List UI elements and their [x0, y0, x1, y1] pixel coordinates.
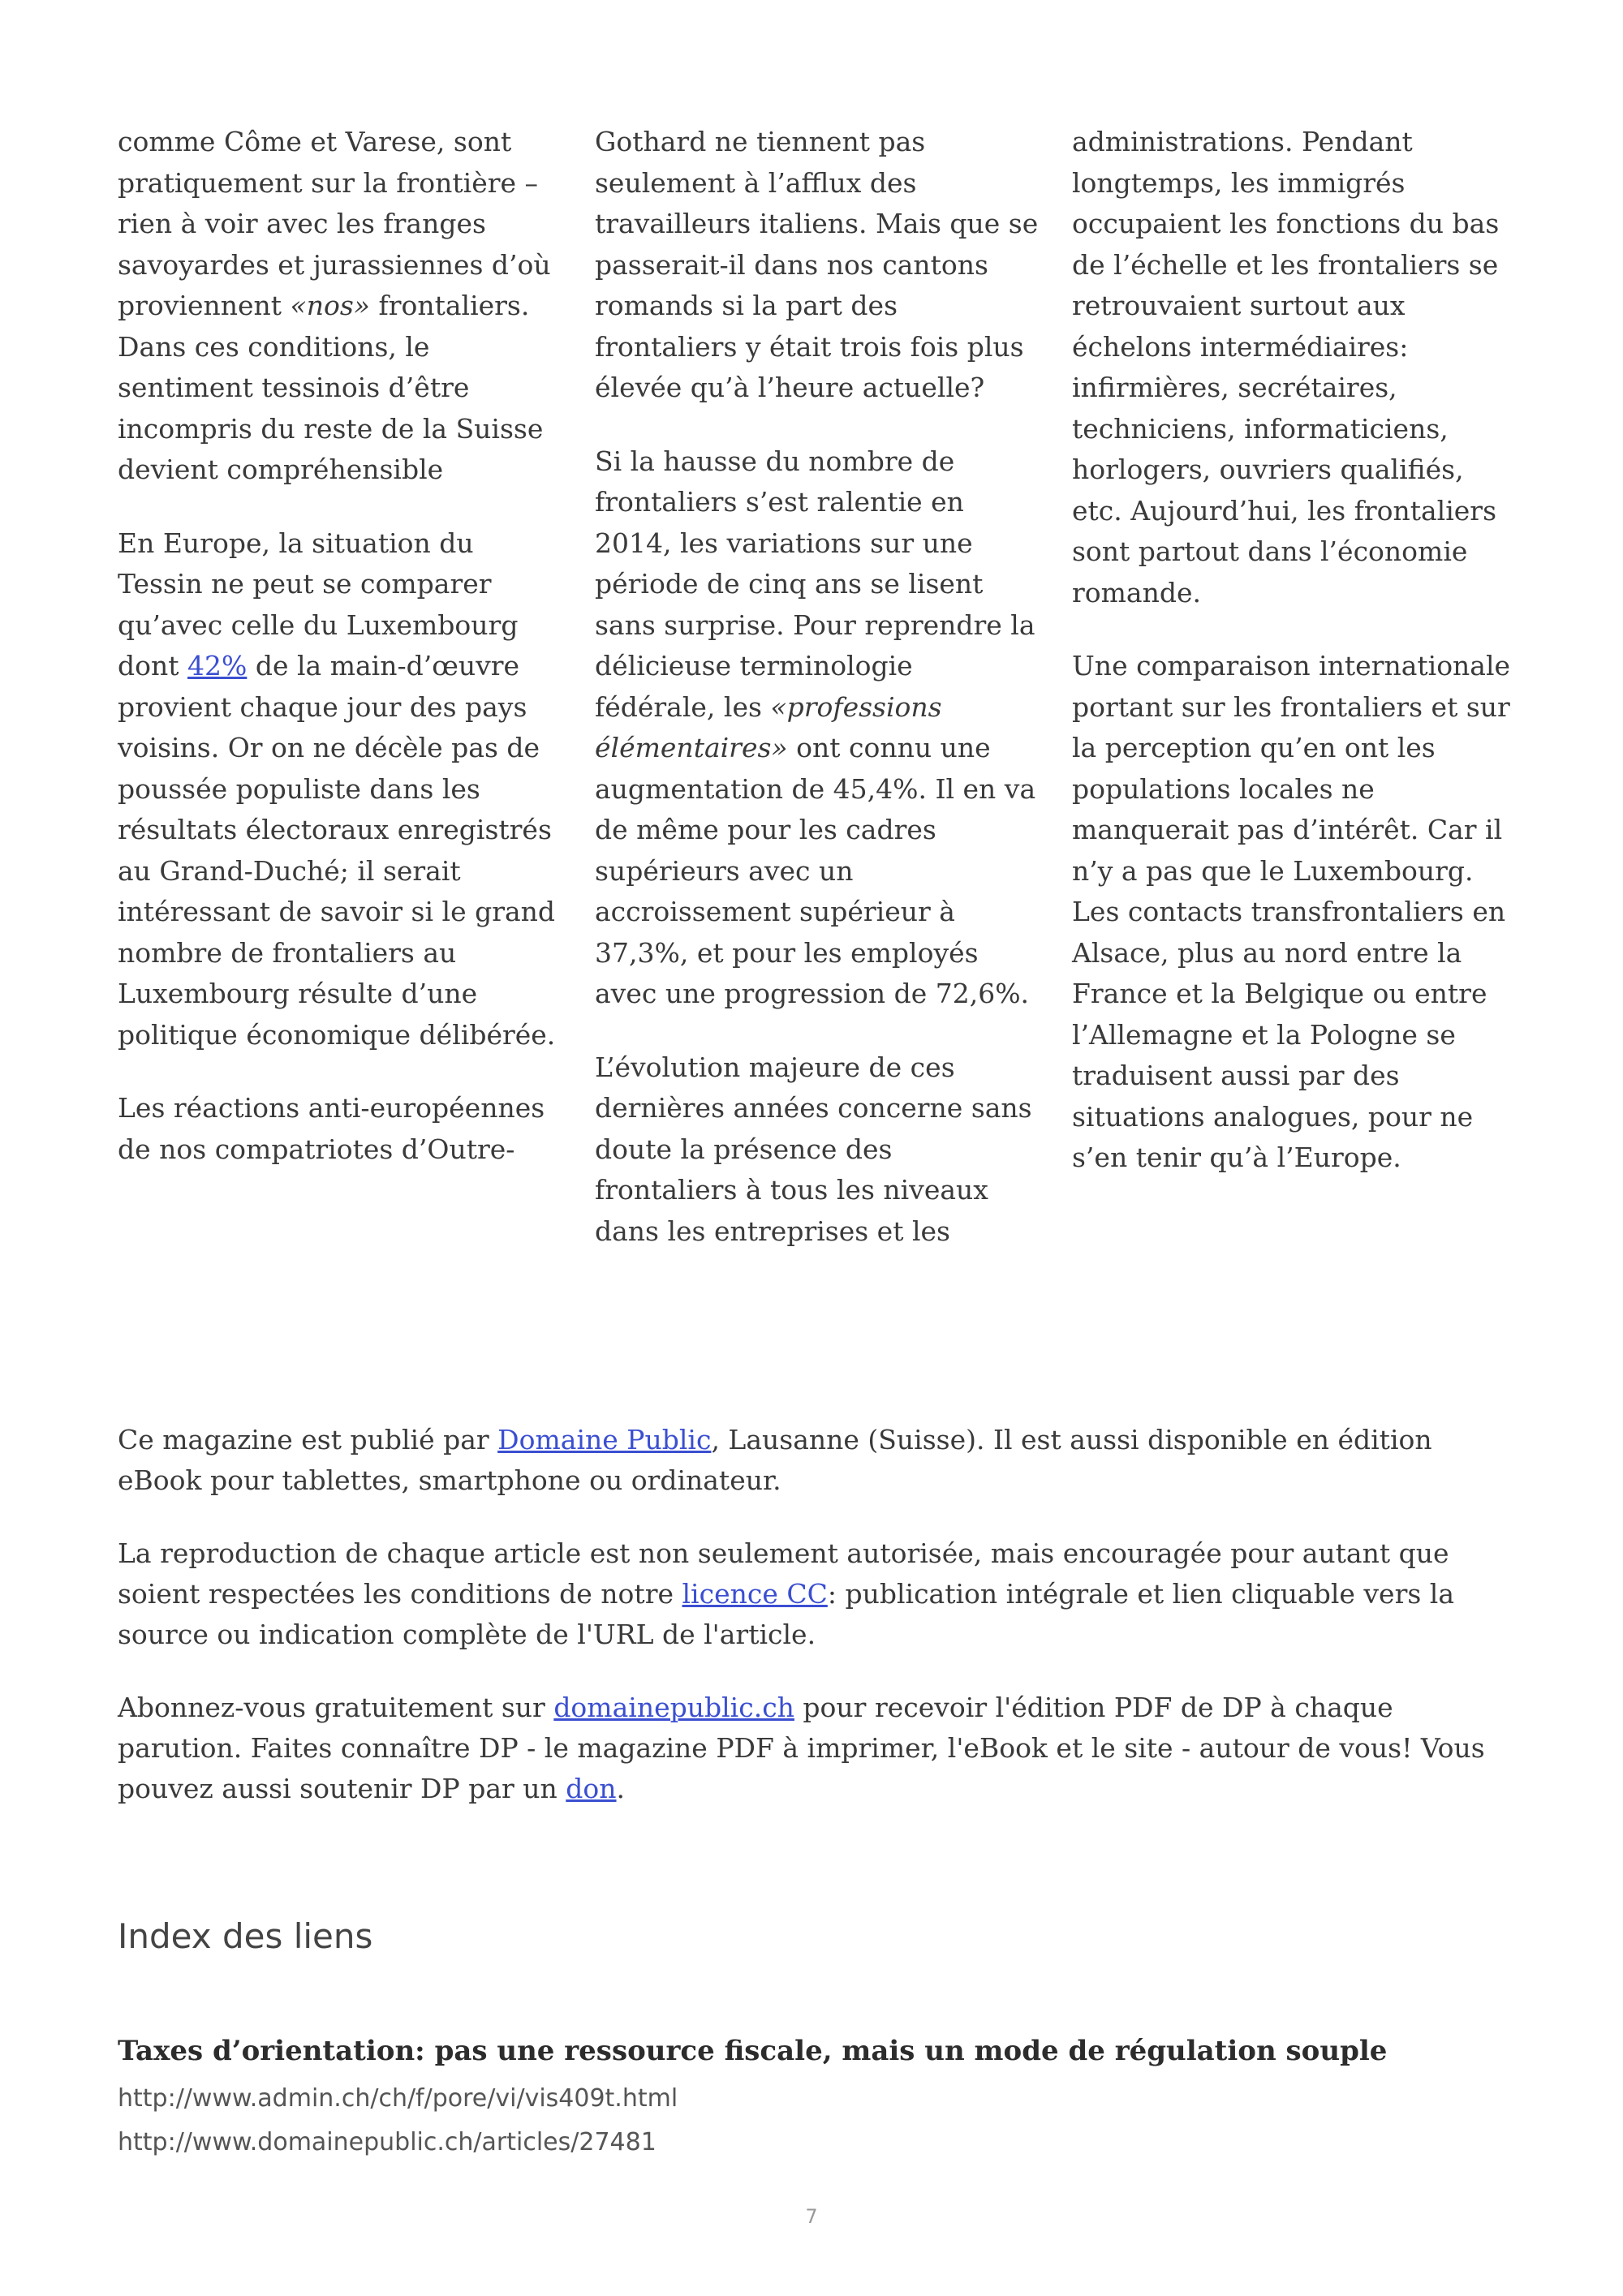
column-2	[595, 122, 1040, 1284]
index-entry	[118, 2035, 1513, 2165]
index-entry-title: Taxes d’orientation: pas une ressource fiscale, mais un mode de régulation souple	[118, 2035, 1388, 2067]
link-don[interactable]: don	[566, 1773, 617, 1804]
paragraph: En Europe, la situation du Tessin ne peut se comparer qu’avec celle du Luxembourg dont 42% de la main-d’œuvre provient chaque jour des pays voisins. Or on ne décèle pas de poussée populiste dans les résultats électoraux enregistrés au Grand-Duché; il serait intéressant de savoir si le grand nombre de frontaliers au Luxembourg résulte d’une politique économique délibérée.	[118, 527, 556, 1051]
paragraph: Une comparaison internationale portant sur les frontaliers et sur la perception qu’en ont les populations locales ne manquerait pas d’intérêt. Car il n’y a pas que le Luxembourg. Les contacts transfrontaliers en Alsace, plus au nord entre la France et la Belgique ou entre l’Allemagne et la Pologne se traduisent aussi par des situations analogues, pour ne s’en tenir qu’à l’Europe.	[1072, 650, 1511, 1173]
paragraph: Si la hausse du nombre de frontaliers s’est ralentie en 2014, les variations sur une période de cinq ans se lisent sans surprise. Pour reprendre la délicieuse terminologie fédérale, les «professions élémentaires» ont connu une augmentation de 45,4%. Il en va de même pour les cadres supérieurs avec un accroissement supérieur à 37,3%, et pour les employés avec une progression de 72,6%.	[595, 445, 1036, 1009]
paragraph: administrations. Pendant longtemps, les immigrés occupaient les fonctions du bas de l’échelle et les frontaliers se retrouvaient surtout aux échelons intermédiaires: infirmières, secrétaires, techniciens, informaticiens, horlogers, ouvriers qualifiés, etc. Aujourd’hui, les frontaliers sont partout dans l’économie romande.	[1072, 126, 1500, 608]
magazine-footer	[118, 1420, 1513, 1842]
paragraph: L’évolution majeure de ces dernières années concerne sans doute la présence des frontaliers à tous les niveaux dans les entreprises et les	[595, 1051, 1032, 1247]
link-domainepublic-ch[interactable]: domainepublic.ch	[553, 1692, 794, 1723]
paragraph: comme Côme et Varese, sont pratiquement sur la frontière – rien à voir avec les franges savoyardes et jurassiennes d’où proviennent «nos» frontaliers. Dans ces conditions, le sentiment tessinois d’être incompris du reste de la Suisse devient compréhensible	[118, 126, 551, 485]
column-1	[118, 122, 562, 1284]
link-domaine-public[interactable]: Domaine Public	[497, 1424, 712, 1455]
index-url[interactable]: http://www.domainepublic.ch/articles/27481	[118, 2128, 657, 2156]
footer-paragraph-publisher: Ce magazine est publié par Domaine Public, Lausanne (Suisse). Il est aussi disponible en édition eBook pour tablettes, smartphone ou ordinateur.	[118, 1424, 1432, 1496]
link-licence-cc[interactable]: licence CC	[682, 1578, 828, 1610]
page-number: 7	[805, 2205, 818, 2228]
article-columns	[118, 122, 1513, 1284]
paragraph: Les réactions anti-européennes de nos compatriotes d’Outre-	[118, 1092, 545, 1165]
footer-paragraph-subscribe: Abonnez-vous gratuitement sur domainepublic.ch pour recevoir l'édition PDF de DP à chaque parution. Faites connaître DP - le magazine PDF à imprimer, l'eBook et le site - autour de vous! Vous pouvez aussi soutenir DP par un don.	[118, 1692, 1485, 1804]
index-url[interactable]: http://www.admin.ch/ch/f/pore/vi/vis409t.html	[118, 2084, 678, 2113]
index-title: Index des liens	[118, 1916, 373, 1956]
link-42-percent[interactable]: 42%	[187, 650, 248, 681]
footer-paragraph-license: La reproduction de chaque article est non seulement autorisée, mais encouragée pour autant que soient respectées les conditions de notre licence CC: publication intégrale et lien cliquable vers la source ou indication complète de l'URL de l'article.	[118, 1537, 1455, 1650]
column-3	[1072, 122, 1517, 1284]
paragraph: Gothard ne tiennent pas seulement à l’afflux des travailleurs italiens. Mais que se passerait-il dans nos cantons romands si la part des frontaliers y était trois fois plus élevée qu’à l’heure actuelle?	[595, 126, 1039, 403]
